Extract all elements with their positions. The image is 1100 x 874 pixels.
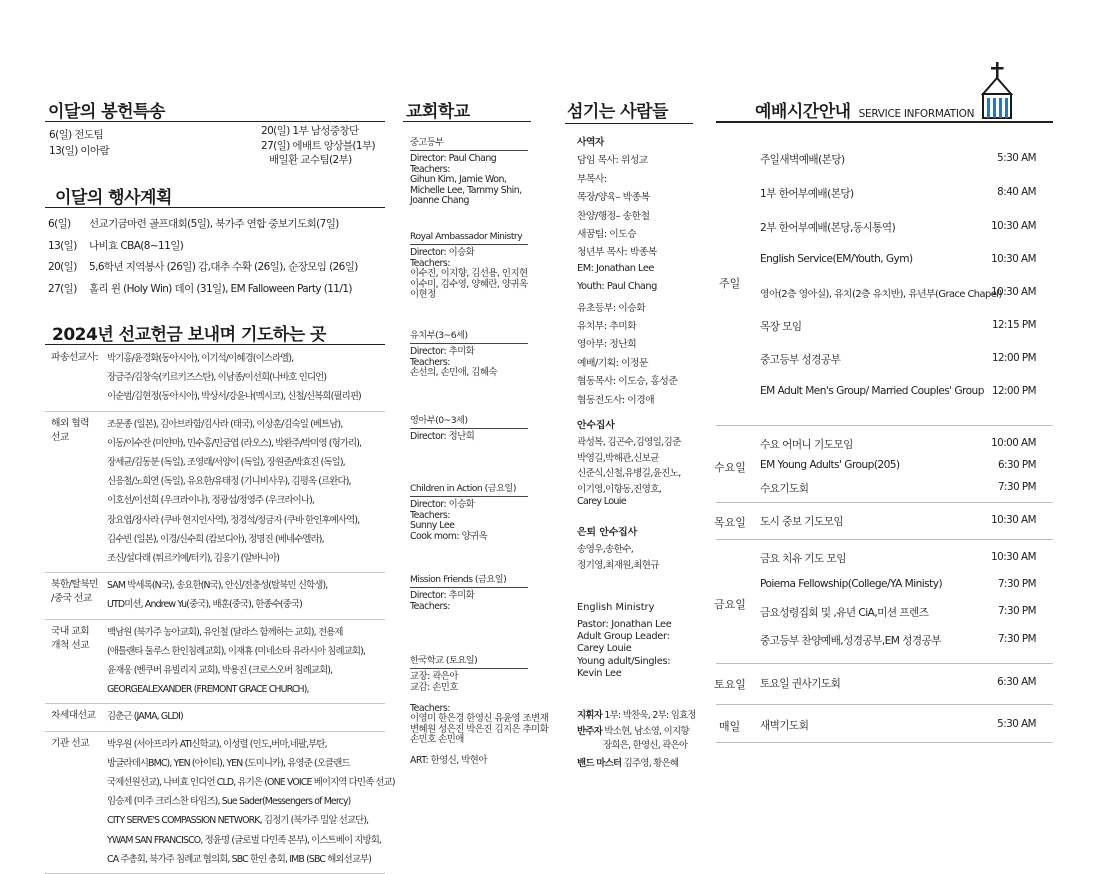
school-line: Director: 이승화 — [410, 247, 475, 258]
mission-line: 신응철/노희연 (독일), 유요한/유태정 (기니비사우), 김평옥 (르완다), — [107, 476, 351, 488]
service-time: 6:30 AM — [997, 676, 1036, 688]
service-time: 10:00 AM — [991, 437, 1036, 449]
servants-line: 담임 목사: 위성교 — [577, 155, 648, 167]
worship-divider — [716, 425, 1053, 426]
school-line: Gihun Kim, Jamie Won, — [410, 174, 507, 185]
mission-line: GEORGEALEXANDER (FREMONT GRACE CHURCH), — [107, 684, 309, 696]
mission-label-line: 선교 — [51, 431, 69, 443]
service-name: 토요일 권사기도회 — [760, 678, 841, 690]
service-time: 6:30 PM — [998, 459, 1036, 471]
offering-item: 6(일) 전도팀 — [49, 129, 103, 141]
mission-line: 장금주/김창숙(키르키즈스탄), 이남종/이선희(나바호 인디언) — [107, 372, 327, 384]
worship-divider — [716, 502, 1053, 503]
servants-heading: 사역자 — [577, 137, 604, 148]
school-line: Teachers: — [410, 257, 450, 269]
mission-line: 이호선/이선희 (우크라이나), 정광섭/정영주 (우크라이나), — [107, 495, 315, 507]
school-line: 변혜원 성은진 박은진 김지은 추미화 — [410, 723, 549, 735]
mission-line: 이동/이수잔 (미얀마), 민수홍/민금엽 (라오스), 박완주/박미영 (헝가리), — [107, 437, 362, 449]
mission-line: SAM 박세록(N국), 송요한(N국), 안신/전충성(탈북민 신학생), — [107, 580, 328, 592]
mission-line: 국제선원선교), 나비효 인디언 CLD, 유기은 (ONE VOICE 베이지역 다민족 선교) — [107, 777, 395, 789]
service-name: 금요성령집회 및 ,유년 CiA,미션 프렌즈 — [760, 607, 929, 619]
mission-line: 임승제 (미주 크리스찬 타임즈), Sue Sader(Messengers of Mercy) — [107, 796, 351, 808]
service-name: 목장 모임 — [760, 321, 802, 333]
event-date: 6(일) — [48, 218, 71, 230]
mission-label-line: 개척 선교 — [51, 639, 89, 651]
service-time: 12:00 PM — [991, 385, 1036, 397]
servants-line: Youth: Paul Chang — [577, 281, 657, 293]
service-time: 8:40 AM — [997, 186, 1036, 198]
missions-title: 2024년 선교헌금 보내며 기도하는 곳 — [52, 325, 326, 345]
deacons-line: 신준식,신철,유병길,윤진노, — [577, 468, 681, 479]
school-line: ART: 한영신, 박현아 — [410, 755, 487, 766]
mission-line: 박우원 (서아프리카 ATI신학교), 이성렬 (인도,버마,네팔,부탄, — [107, 738, 327, 750]
retired-heading: 은퇴 안수집사 — [577, 527, 638, 538]
school-section-title: Mission Friends (금요일) — [410, 571, 528, 588]
mission-line: CA 주총회, 북가주 침례교 협의회, SBC 한인 총회, IMB (SBC 해외선교부) — [107, 853, 372, 865]
servants-line: 유초등부: 이승화 — [577, 302, 646, 314]
service-time: 7:30 PM — [998, 605, 1036, 617]
english-line: Carey Louie — [577, 643, 632, 655]
english-line: Kevin Lee — [577, 667, 622, 679]
school-line: Sunny Lee — [410, 520, 455, 531]
deacons-line: Carey Louie — [577, 496, 626, 507]
service-name: Poiema Fellowship(College/YA Ministy) — [760, 578, 943, 590]
event-text: 홀리 윈 (Holy Win) 데이 (31일), EM Falloween Party (11/1) — [89, 282, 352, 295]
mission-line: 조문종 (일본), 김아브라함/김사라 (태국), 이상훈/김숙일 (베트남), — [107, 418, 343, 430]
service-name: 수요 어머니 기도모임 — [760, 439, 853, 451]
conductor-label: 지휘자 — [577, 710, 603, 721]
school-line: Michelle Lee, Tammy Shin, — [410, 184, 522, 196]
school-section-title: Royal Ambassador Ministry — [410, 231, 528, 245]
day-label: 수요일 — [714, 461, 746, 474]
mission-line: 이순범/김현정(동아시아), 박상서/강윤나(멕시코), 신철/신복희(필리핀) — [107, 391, 361, 403]
mission-label-line: 기관 선교 — [51, 737, 89, 749]
offering-title: 이달의 봉헌특송 — [48, 102, 165, 122]
school-line: Teachers: — [410, 702, 450, 714]
mission-line: 백남원 (북가주 농아교회), 유인철 (달라스 함께하는 교회), 전용제 — [107, 626, 343, 638]
service-name: 중고등부 찬양예배,성경공부,EM 성경공부 — [760, 635, 941, 647]
english-line: Adult Group Leader: — [577, 631, 670, 643]
retired-line: 정기영,최재원,최현규 — [577, 560, 659, 571]
servants-line: 협동전도사: 이경애 — [577, 394, 655, 406]
mission-line: 윤재웅 (벤쿠버 유빌리지 교회), 박용진 (크로스오버 침례교회), — [107, 665, 333, 677]
event-text: 나비효 CBA(8~11일) — [89, 239, 184, 252]
accompanist-value: 장희은, 한영신, 곽은아 — [603, 740, 688, 751]
mission-label-line: 국내 교회 — [51, 625, 89, 637]
mission-label-line: 파송선교사: — [51, 352, 99, 363]
offering-item: 배일환 교수팀(2부) — [269, 154, 352, 166]
service-time: 12:15 PM — [991, 319, 1036, 331]
school-line: Director: 추미화 — [410, 590, 475, 601]
event-text: 선교기금마련 골프대회(5일), 북가주 연합 중보기도회(7일) — [89, 218, 339, 230]
servants-line: 목장/양육– 박종복 — [577, 192, 650, 204]
english-line: Pastor: Jonathan Lee — [577, 619, 672, 630]
event-date: 27(일) — [48, 282, 77, 295]
school-title: 교회학교 — [406, 102, 470, 122]
service-name: 금요 치유 기도 모임 — [760, 553, 846, 565]
school-line: 이수미, 김수영, 양혜란, 양귀옥 — [410, 278, 528, 290]
mission-line: 김수빈 (일본), 이경/신수희 (캄보디아), 정명진 (베네수엘라), — [107, 533, 324, 545]
mission-label-line: 차세대선교 — [51, 710, 96, 722]
school-line: 이수진, 이지향, 김선용, 인지현 — [410, 268, 528, 279]
servants-line: 유치부: 추미화 — [577, 321, 637, 332]
mission-line: (애틀랜타 둘루스 한인침례교회), 이재휴 (미네소타 유라시아 침례교회), — [107, 645, 366, 657]
service-time: 5:30 AM — [997, 718, 1036, 730]
school-line: 교장: 곽은아 — [410, 671, 458, 682]
day-label: 매일 — [719, 720, 741, 733]
offering-item: 20(일) 1부 남성중창단 — [261, 125, 359, 137]
retired-line: 송영우,송한수, — [577, 544, 634, 555]
school-line: 이현정 — [410, 289, 436, 300]
event-date: 13(일) — [48, 239, 77, 252]
offering-item: 27(일) 에배트 앙상블(1부) — [261, 139, 376, 152]
accompanist-value: 박소현, 남소영, 이지향 — [604, 726, 689, 737]
service-name: 중고등부 성경공부 — [760, 354, 841, 366]
servants-line: 예배/기획: 이정문 — [577, 357, 648, 369]
mission-line: 방글라데시BMC), YEN (아이티), YEN (도미니카), 유영준 (오클랜드 — [107, 757, 350, 769]
school-line: Director: 정난희 — [410, 431, 475, 442]
band-label: 밴드 마스터 — [577, 758, 622, 769]
deacons-line: 곽성복, 김곤수,김영일,김준 — [577, 437, 681, 448]
mission-label-line: 북한/탈북민 — [51, 579, 99, 591]
mission-line: UTD미션, Andrew Yu(중국), 배훈(중국), 한종수(중국) — [107, 599, 302, 611]
deacons-line: 박영길,박해관,신보균 — [577, 452, 659, 464]
service-time: 5:30 AM — [997, 152, 1036, 164]
school-section-title: 유치부(3~6세) — [410, 327, 528, 344]
service-time: 10:30 AM — [991, 220, 1036, 232]
service-name: EM Young Adults' Group(205) — [760, 459, 900, 471]
school-section-title: 한국학교 (토요일) — [410, 652, 528, 669]
servants-line: 영아부: 정난희 — [577, 339, 637, 351]
school-line: 교감: 손민호 — [410, 681, 458, 693]
deacons-line: 이기영,이향동,진영호, — [577, 483, 662, 495]
mission-label-line: /중국 선교 — [51, 593, 92, 605]
servants-line: 청년부 목사: 박종복 — [577, 247, 657, 259]
mission-line: YWAM SAN FRANCISCO, 정윤명 (글로벌 다민족 본부), 이스트베이 지방회, — [107, 834, 382, 846]
worship-divider — [716, 539, 1053, 540]
school-line: Director: 추미화 — [410, 346, 475, 357]
service-name: EM Adult Men's Group/ Married Couples' Group — [760, 385, 984, 397]
servants-line: 찬양/행정– 송한철 — [577, 210, 650, 222]
event-text: 5,6학년 지역봉사 (26일) 감,대추 수확 (26일), 순장모임 (26일) — [89, 261, 358, 273]
worship-title: 예배시간안내 — [755, 102, 851, 122]
service-time: 7:30 PM — [998, 578, 1036, 590]
school-line: Director: 이승화 — [410, 499, 475, 510]
band-value: 김주영, 황은혜 — [623, 758, 679, 769]
school-line: Teachers: — [410, 509, 450, 521]
school-line: 손민호 손민애 — [410, 734, 464, 745]
school-line: 이영미 한은경 한영신 유윤영 조변재 — [410, 713, 549, 724]
mission-label-line: 해외 협력 — [51, 417, 89, 429]
day-label: 주일 — [719, 277, 741, 290]
day-label: 토요일 — [714, 678, 746, 691]
english-line: Young adult/Singles: — [577, 655, 671, 667]
mission-line: 장요엽/장사라 (쿠바 현지인사역), 정경석/정금자 (쿠바 한인후예사역), — [107, 514, 360, 526]
service-time: 7:30 PM — [998, 633, 1036, 645]
school-section-title: 중고등부 — [410, 134, 528, 151]
english-heading: English Ministry — [577, 602, 655, 613]
servants-line: EM: Jonathan Lee — [577, 262, 654, 274]
servants-title: 섬기는 사람들 — [567, 102, 668, 122]
worship-divider — [716, 663, 1053, 664]
offering-item: 13(일) 이아람 — [49, 145, 110, 157]
servants-line: 협동목사: 이도승, 홍성준 — [577, 376, 678, 388]
school-line: Teachers: — [410, 600, 450, 612]
service-time: 10:30 AM — [991, 514, 1036, 526]
service-time: 12:00 PM — [991, 352, 1036, 364]
worship-title-en: SERVICE INFORMATION — [858, 108, 975, 120]
mission-line: 조신/설다래 (튀르키예/터키), 김응기 (알바니아) — [107, 553, 280, 565]
service-name: 새벽기도회 — [760, 720, 809, 732]
service-name: 1부 한어부예배(본당) — [760, 188, 854, 200]
school-line: Cook mom: 양귀옥 — [410, 530, 488, 542]
worship-divider — [716, 704, 1053, 705]
service-name: 수요기도회 — [760, 483, 809, 495]
mission-line: 장세균/김동분 (독일), 조영래/서양이 (독일), 장원준/박효진 (독일), — [107, 457, 345, 469]
school-line: Teachers: — [410, 163, 450, 175]
service-time: 7:30 PM — [998, 481, 1036, 493]
school-line: 손선의, 손민애, 김혜숙 — [410, 367, 497, 378]
mission-line: 박기홍/윤경화(동아시아), 이기석/이혜경(이스라엘), — [107, 353, 294, 364]
service-time: 10:30 AM — [991, 551, 1036, 563]
servants-line: 부목사: — [577, 173, 607, 185]
day-label: 목요일 — [714, 516, 746, 529]
mission-line: 김춘근 (JAMA, GLDI) — [107, 711, 183, 723]
service-name: 2부 한어부예배(본당,동시통역) — [760, 222, 896, 234]
events-title: 이달의 행사계획 — [55, 188, 172, 208]
school-section-title: Children in Action (금요일) — [410, 480, 528, 497]
mission-line: CITY SERVE'S COMPASSION NETWORK, 김정기 (북가주 밀알 선교단), — [107, 815, 369, 827]
service-name: 주일새벽예배(본당) — [760, 154, 845, 166]
servants-line: 새꿈팀: 이도승 — [577, 229, 637, 240]
school-line: Director: Paul Chang — [410, 153, 497, 164]
event-date: 20(일) — [48, 261, 77, 273]
school-line: Teachers: — [410, 356, 450, 368]
service-name: 영아(2층 영아실), 유치(2층 유치반), 유년부(Grace Chapel) — [760, 289, 1002, 300]
service-time: 10:30 AM — [991, 253, 1036, 265]
service-name: 도시 중보 기도모임 — [760, 516, 844, 528]
service-name: English Service(EM/Youth, Gym) — [760, 253, 913, 265]
worship-divider — [716, 742, 1053, 743]
day-label: 금요일 — [714, 598, 746, 611]
deacons-heading: 안수집사 — [577, 420, 615, 431]
service-time: 10:30 AM — [991, 286, 1036, 298]
conductor-value: 1부: 박찬욱, 2부: 임효정 — [604, 710, 696, 721]
school-section-title: 영아부(0~3세) — [410, 412, 528, 429]
school-line: Joanne Chang — [410, 195, 470, 206]
accompanist-label: 반주자 — [577, 726, 603, 737]
